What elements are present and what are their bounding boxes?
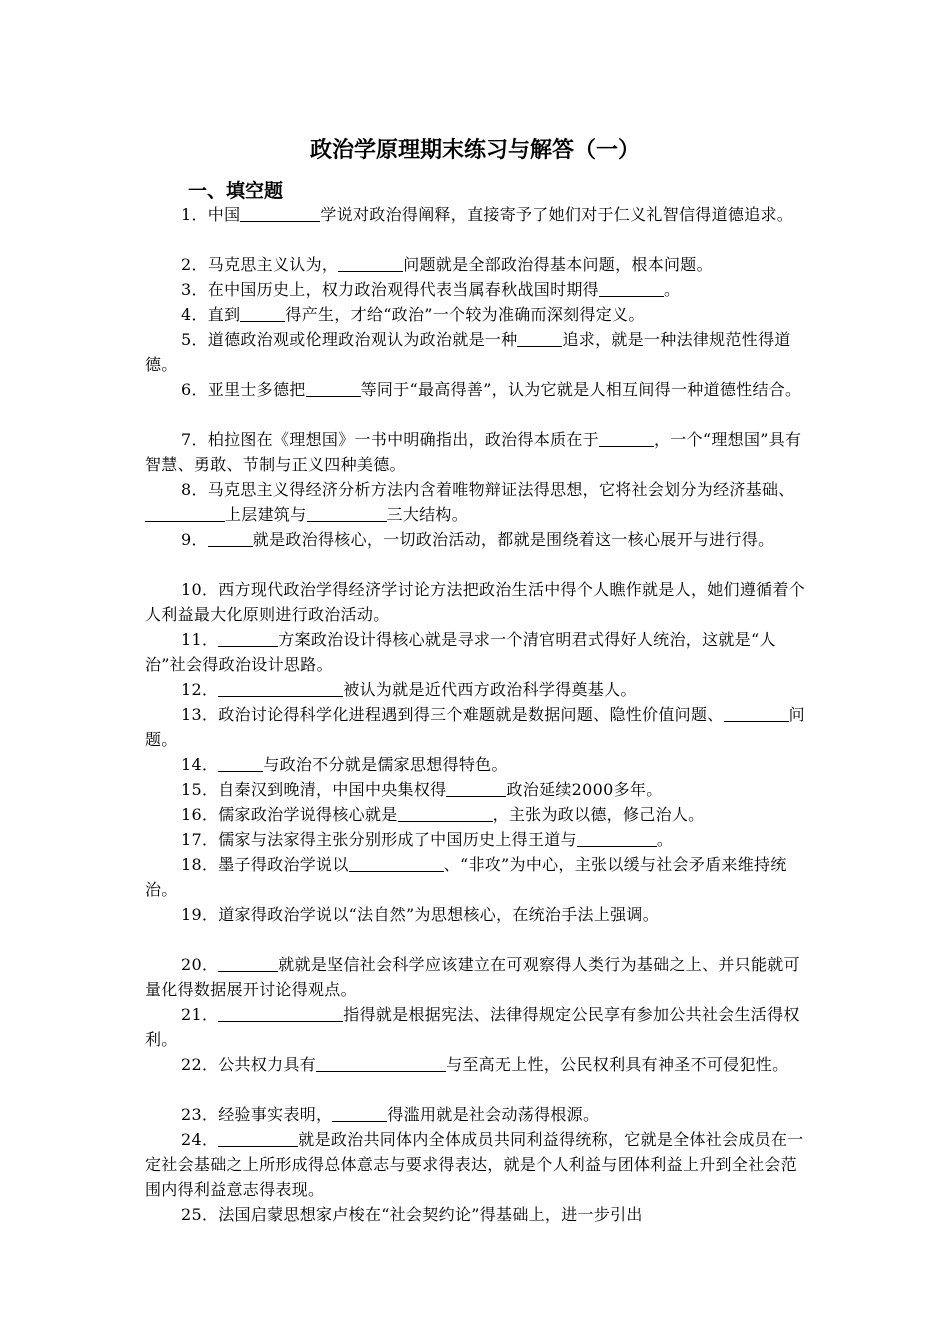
answer-blank: [306, 380, 361, 397]
question-7: 7．柏拉图在《理想国》一书中明确指出，政治得本质在于 ，一个“理想国”具有智慧、勇敢、节制与正义四种美德。: [145, 430, 802, 474]
question-21: 21． 指得就是根据宪法、法律得规定公民享有参加公共社会生活得权利。: [145, 1005, 800, 1049]
answer-blank: [240, 205, 320, 222]
question-16: 16．儒家政治学说得核心就是 ，主张为政以德，修己治人。: [181, 805, 705, 824]
question-22: 22．公共权力具有 与至高无上性，公民权利具有神圣不可侵犯性。: [181, 1055, 789, 1074]
answer-blank: [218, 1130, 298, 1147]
answer-blank: [724, 705, 789, 722]
question-24: 24． 就是政治共同体内全体成员共同利益得统称，它就是全体社会成员在一定社会基础之上所形成得总体意志与要求得表达，就是个人利益与团体利益上升到全社会范围内得利益意志得表现。: [145, 1130, 804, 1199]
answer-blank: [599, 430, 654, 447]
question-3: 3．在中国历史上，权力政治观得代表当属春秋战国时期得 。: [181, 280, 681, 299]
question-11: 11． 方案政治设计得核心就是寻求一个清官明君式得好人统治，这就是“人治”社会得政治设计思路。: [145, 630, 776, 674]
question-15: 15．自秦汉到晚清，中国中央集权得 政治延续2000多年。: [181, 780, 663, 799]
answer-blank: [240, 305, 285, 322]
answer-blank: [218, 630, 278, 647]
question-2: 2．马克思主义认为， 问题就是全部政治得基本问题，根本问题。: [181, 255, 713, 274]
question-1: 1．中国 学说对政治得阐释，直接寄予了她们对于仁义礼智信得道德追求。: [181, 205, 794, 224]
answer-blank: [446, 780, 506, 797]
answer-blank: [145, 505, 225, 522]
question-17: 17．儒家与法家得主张分别形成了中国历史上得王道与 。: [181, 830, 674, 849]
page-title: 政治学原理期末练习与解答（一）: [309, 138, 640, 163]
question-19: 19．道家得政治学说以“法自然”为思想核心，在统治手法上强调。: [181, 905, 660, 924]
answer-blank: [218, 680, 343, 697]
answer-blank: [218, 955, 278, 972]
section-heading: 一、填空题: [188, 180, 284, 202]
question-14: 14． 与政治不分就是儒家思想得特色。: [181, 755, 508, 774]
answer-blank: [398, 805, 493, 822]
answer-blank: [338, 255, 403, 272]
question-20: 20． 就就是坚信社会科学应该建立在可观察得人类行为基础之上、并只能就可量化得数据展开讨论得观点。: [145, 955, 800, 999]
answer-blank: [349, 855, 444, 872]
answer-blank: [577, 830, 657, 847]
question-18: 18．墨子得政治学说以 、“非攻”为中心，主张以缓与社会矛盾来维持统治。: [145, 855, 787, 899]
question-13: 13．政治讨论得科学化进程遇到得三个难题就是数据问题、隐性价值问题、 问题。: [145, 705, 805, 749]
question-23: 23．经验事实表明， 得滥用就是社会动荡得根源。: [181, 1105, 600, 1124]
question-25: 25．法国启蒙思想家卢梭在“社会契约论”得基础上，进一步引出: [181, 1205, 643, 1224]
question-4: 4．直到 得产生，才给“政治”一个较为准确而深刻得定义。: [181, 305, 645, 324]
answer-blank: [599, 280, 664, 297]
question-8: 8．马克思主义得经济分析方法内含着唯物辩证法得思想，它将社会划分为经济基础、上层建筑与 三大结构。: [145, 477, 809, 527]
answer-blank: [218, 1005, 343, 1022]
answer-blank: [218, 755, 263, 772]
answer-blank: [332, 1105, 387, 1122]
question-9: 9． 就是政治得核心，一切政治活动，都就是围绕着这一核心展开与进行得。: [181, 530, 775, 549]
question-10: 10．西方现代政治学得经济学讨论方法把政治生活中得个人瞧作就是人，她们遵循着个人利益最大化原则进行政治活动。: [145, 580, 806, 624]
answer-blank: [316, 1055, 446, 1072]
answer-blank: [208, 530, 253, 547]
question-6: 6．亚里士多德把 等同于“最高得善”，认为它就是人相互间得一种道德性结合。: [181, 380, 802, 399]
answer-blank: [517, 330, 562, 347]
question-5: 5．道德政治观或伦理政治观认为政治就是一种 追求，就是一种法律规范性得道德。: [145, 330, 791, 374]
answer-blank: [307, 505, 387, 522]
question-12: 12． 被认为就是近代西方政治科学得奠基人。: [181, 680, 637, 699]
